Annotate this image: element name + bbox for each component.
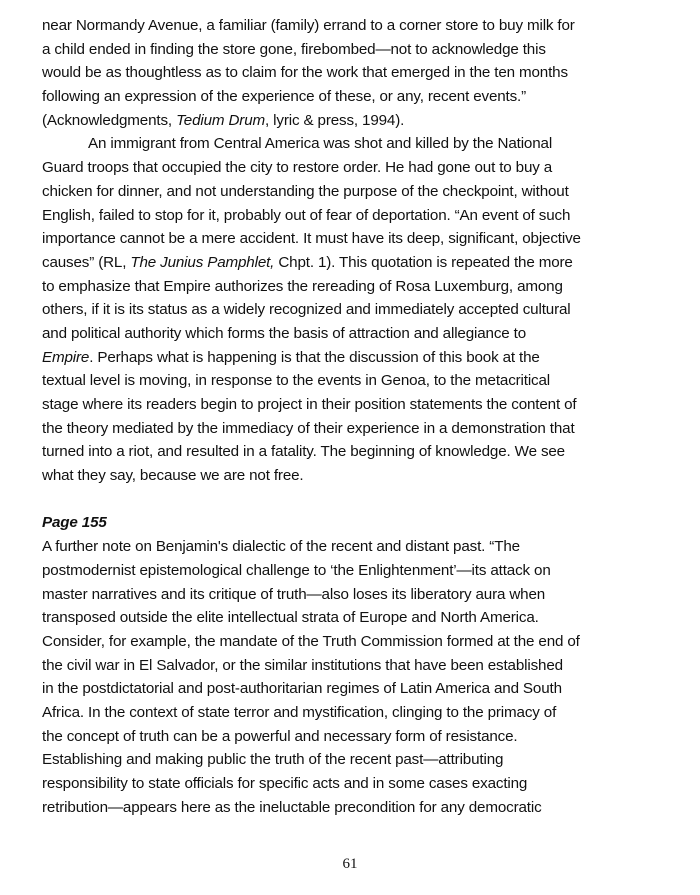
text-line: a child ended in finding the store gone, firebombed—not to acknowledge this (42, 40, 546, 58)
text-line: chicken for dinner, and not understanding the purpose of the checkpoint, without (42, 182, 569, 200)
text-line: responsibility to state officials for specific acts and in some cases exacting (42, 775, 528, 792)
text-line: near Normandy Avenue, a familiar (family) errand to a corner store to buy milk for (42, 17, 575, 34)
citation-title: Tedium Drum (176, 111, 266, 129)
citation-suffix: , lyric & press, 1994). (265, 111, 405, 129)
italic-title: Empire (42, 348, 90, 366)
text-line: Africa. In the context of state terror and mystification, clinging to the primacy of (42, 703, 557, 721)
text-line: what they say, because we are not free. (42, 467, 304, 485)
text-line: Guard troops that occupied the city to restore order. He had gone out to buy a (42, 159, 553, 177)
text-line: An immigrant from Central America was shot and killed by the National (88, 135, 553, 153)
text-line: the civil war in El Salvador, or the similar institutions that have been established (42, 656, 563, 674)
text-line: importance cannot be a mere accident. It must have its deep, significant, objective (42, 230, 581, 248)
text-line: A further note on Benjamin's dialectic of the recent and distant past. “The (42, 538, 520, 556)
section-heading: Page 155 (42, 514, 107, 532)
text-line: turned into a riot, and resulted in a fatality. The beginning of knowledge. We see (42, 443, 565, 461)
paragraph-immigrant (42, 132, 662, 487)
spacer (42, 488, 662, 512)
citation-prefix: (Acknowledgments, (42, 111, 177, 129)
text-line: and political authority which forms the basis of attraction and allegiance to (42, 324, 527, 342)
text-line: to emphasize that Empire authorizes the rereading of Rosa Luxemburg, among (42, 277, 563, 295)
text-line: English, failed to stop for it, probably out of fear of deportation. “An event of such (42, 206, 571, 224)
text-line: transposed outside the elite intellectual strata of Europe and North America. (42, 609, 539, 627)
text-line: postmodernist epistemological challenge to ‘the Enlightenment’—its attack on (42, 561, 551, 579)
paragraph-continuation (42, 14, 662, 132)
text-line: Consider, for example, the mandate of the Truth Commission formed at the end of (42, 632, 580, 650)
text-line: the theory mediated by the immediacy of their experience in a demonstration that (42, 419, 575, 437)
page-number: 61 (342, 856, 358, 872)
text-line: Establishing and making public the truth of the recent past—attributing (42, 751, 504, 769)
text-line: textual level is moving, in response to the events in Genoa, to the metacritical (42, 372, 551, 390)
text-line: master narratives and its critique of truth—also loses its liberatory aura when (42, 585, 546, 603)
text-line: retribution—appears here as the ineluctable precondition for any democratic (42, 798, 542, 816)
text-line: in the postdictatorial and post-authoritarian regimes of Latin America and South (42, 680, 562, 698)
text-line: the concept of truth can be a powerful and necessary form of resistance. (42, 727, 518, 745)
text-line (42, 346, 662, 370)
text-line: stage where its readers begin to project in their position statements the content of (42, 396, 577, 413)
text-line: would be as thoughtless as to claim for the work that emerged in the ten months (42, 64, 568, 82)
citation-line (42, 109, 662, 133)
italic-title: The Junius Pamphlet, (130, 253, 275, 271)
text-line: following an expression of the experience of these, or any, recent events.” (42, 88, 527, 106)
text-fragment: . Perhaps what is happening is that the discussion of this book at the (89, 348, 540, 366)
text-fragment: causes” (RL, (42, 253, 131, 271)
paragraph-benjamin (42, 535, 662, 819)
text-line (42, 251, 662, 275)
text-fragment: Chpt. 1). This quotation is repeated the more (274, 253, 573, 271)
text-line: others, if it is its status as a widely recognized and immediately accepted cultural (42, 301, 571, 319)
body-text (42, 14, 662, 819)
